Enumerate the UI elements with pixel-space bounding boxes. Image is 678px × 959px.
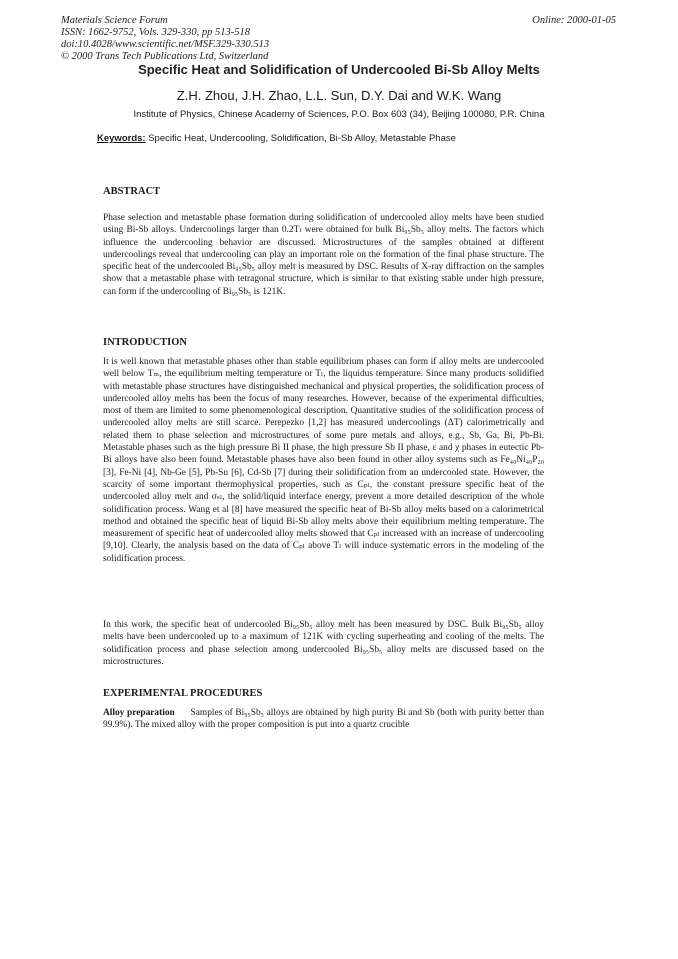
issn-line: ISSN: 1662-9752, Vols. 329-330, pp 513-518 bbox=[61, 27, 250, 38]
introduction-paragraph-2: In this work, the specific heat of undercooled Bi₉₅Sb₅ alloy melt has been measured by DSC. Bulk Bi₉₅Sb₅ alloy melts have been undercooled up to a maximum of 121K with cycling superheating and cooling of the melts. The solidification process and phase selection among undercooled Bi₉₅Sb₅ alloy melts are discussed based on the microstructures. bbox=[103, 620, 544, 667]
journal-name: Materials Science Forum bbox=[61, 15, 168, 26]
keywords-label: Keywords: bbox=[97, 133, 146, 144]
online-date: Online: 2000-01-05 bbox=[532, 15, 616, 26]
abstract-text: Phase selection and metastable phase formation during solidification of undercooled alloy melts have been studied using Bi-Sb alloys. Undercoolings larger than 0.2Tₗ were obtained for bulk Bi₉₅Sb₅ alloy melts. The factors which influence the undercooling behavior are discussed. Microstructures of the samples obtained at different undercoolings reveal that undercooling can play an important role on the formation of the final phase structure. The specific heat of the undercooled Bi₉₅Sb₅ alloy melt is measured by DSC. Results of X-ray diffraction on the samples show that a metastable phase with tetragonal structure, which is similar to that existing stable under high pressure, can form if the undercooling of Bi₉₅Sb₅ is 121K. bbox=[103, 213, 544, 297]
affiliation: Institute of Physics, Chinese Academy of Sciences, P.O. Box 603 (34), Beijing 100080, P.R. China bbox=[133, 109, 545, 120]
introduction-paragraph-1: It is well known that metastable phases other than stable equilibrium phases can form if alloy melts are undercooled well below Tₘ, the equilibrium melting temperature or Tₗ, the liquidus temperature. Since many products solidified with metastable phase structures have distinguished mechanical and physical properties, the solidification process of undercooled alloy melts has been the focus of many researches. However, because of the experimental difficulties, most of them are limited to some phenomenological description. Quantitative studies of the solidification process of undercooled alloy melts are still scarce. Perepezko [1,2] has measured undercoolings (ΔT) calorimetrically and related them to phase selection and microstructures of some pure metals and alloys, e.g., Sb, Ga, Bi, Pb-Bi. Metastable phases such as the high pressure Bi II phase, the high pressure Sb II phase, ε and χ phases in eutectic Pb-Bi alloys have also been found. Metastable phases have also been found in other alloy systems such as Fe₄₀Ni₄₀P₂₀ [3], Fe-Ni [4], Nb-Ge [5], Pb-Sn [6], Cd-Sb [7] during their solidification from an undercooled state. However, the scarcity of some important thermophysical properties, such as Cₚₗ, the constant pressure specific heat of the undercooled alloy melt and σₛₗ, the solid/liquid interface energy, prevent a more detailed description of the whole solidification process. Wang et al [8] have measured the specific heat of Bi-Sb alloy melts based on a calorimetrical method and obtained the specific heat of liquid Bi-Sb alloy melts above their equilibrium melting temperature. The measurement of specific heat of undercooled alloy melts showed that Cₚₗ increased with an increase of undercooling [9,10]. Clearly, the analysis based on the data of Cₚₗ above Tₗ will induce systematic errors in the modeling of the solidification process. bbox=[103, 357, 544, 564]
keywords-text: Specific Heat, Undercooling, Solidification, Bi-Sb Alloy, Metastable Phase bbox=[148, 133, 456, 144]
alloy-preparation-label: Alloy preparation bbox=[103, 708, 175, 718]
header-citation bbox=[61, 15, 269, 63]
paper-title: Specific Heat and Solidification of Undercooled Bi-Sb Alloy Melts bbox=[138, 62, 540, 77]
introduction-heading: INTRODUCTION bbox=[103, 337, 188, 348]
copyright-line: © 2000 Trans Tech Publications Ltd, Switzerland bbox=[61, 51, 269, 62]
abstract-heading: ABSTRACT bbox=[103, 186, 161, 197]
keywords bbox=[97, 133, 456, 144]
doi-line[interactable]: doi:10.4028/www.scientific.net/MSF.329-330.513 bbox=[61, 39, 270, 50]
alloy-preparation-text: Samples of Bi₉₅Sb₅ alloys are obtained by high purity Bi and Sb (both with purity better than 99.9%). The mixed alloy with the proper composition is put into a quartz crucible bbox=[103, 708, 545, 731]
experimental-paragraph bbox=[103, 707, 544, 732]
author-list: Z.H. Zhou, J.H. Zhao, L.L. Sun, D.Y. Dai and W.K. Wang bbox=[176, 88, 502, 103]
experimental-heading: EXPERIMENTAL PROCEDURES bbox=[103, 688, 263, 699]
